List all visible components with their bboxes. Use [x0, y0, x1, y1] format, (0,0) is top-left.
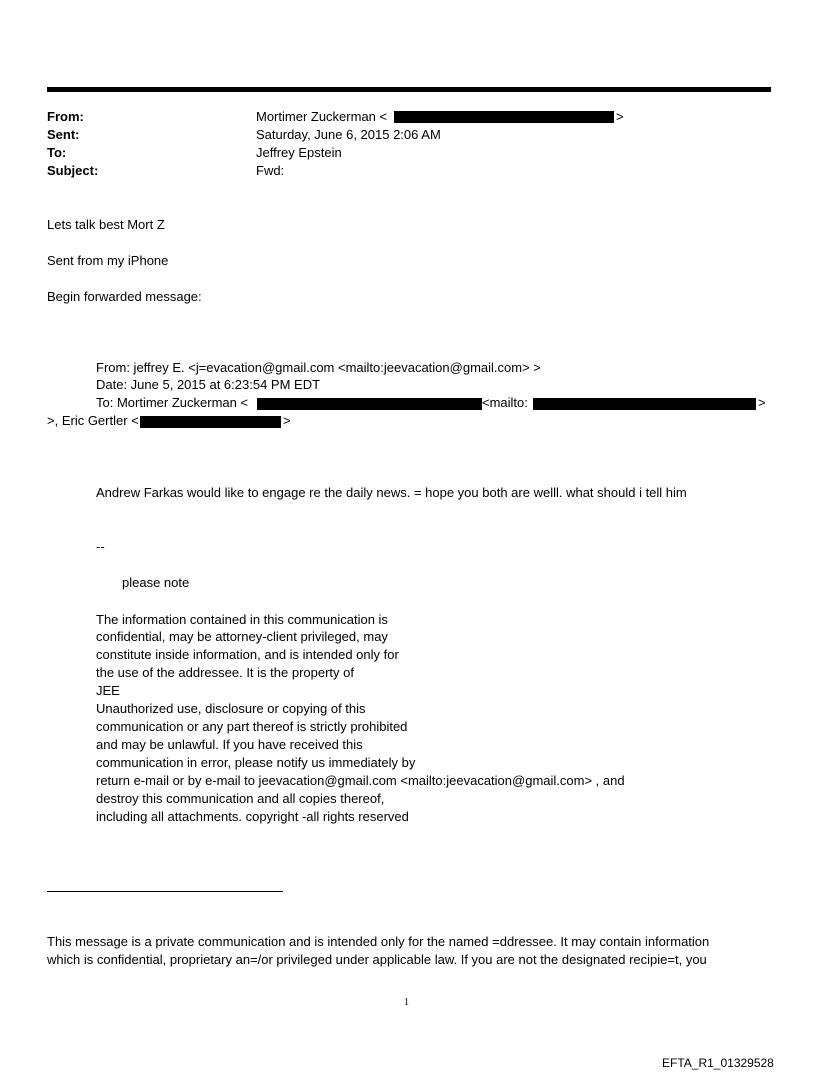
from-label: From:: [47, 109, 84, 124]
fwd-date: Date: June 5, 2015 at 6:23:54 PM EDT: [96, 377, 321, 392]
disclaimer-line: the use of the addressee. It is the property of: [96, 665, 354, 680]
disclaimer-line: destroy this communication and all copies thereof,: [96, 791, 385, 806]
subject-value: Fwd:: [256, 163, 285, 178]
fwd-message: Andrew Farkas would like to engage re the daily news. = hope you both are welll. what should i tell him: [96, 485, 687, 500]
fwd-to-mailto: <mailto:: [482, 395, 528, 410]
header-rule: [47, 87, 771, 92]
from-value: Mortimer Zuckerman <: [256, 109, 388, 124]
fwd-to-close: >: [758, 395, 766, 410]
sent-label: Sent:: [47, 127, 80, 142]
footer-separator: [47, 891, 283, 892]
fwd-from: From: jeffrey E. <j=evacation@gmail.com <mailto:jeevacation@gmail.com> >: [96, 360, 541, 375]
bates-number: EFTA_R1_01329528: [662, 1056, 774, 1070]
body-line-2: Sent from my iPhone: [47, 253, 169, 268]
fwd-cc-close: >: [283, 413, 291, 428]
redaction-block: [257, 398, 482, 410]
disclaimer-line: communication in error, please notify us immediately by: [96, 755, 416, 770]
disclaimer-line: and may be unlawful. If you have received this: [96, 737, 363, 752]
disclaimer-line: confidential, may be attorney-client privileged, may: [96, 629, 388, 644]
fwd-cc-prefix: >, Eric Gertler <: [47, 413, 139, 428]
footer-line-1: This message is a private communication and is intended only for the named =ddressee. It may contain information: [47, 934, 710, 949]
disclaimer-line: including all attachments. copyright -all rights reserved: [96, 809, 409, 824]
page-number: 1: [404, 997, 409, 1008]
disclaimer-line: Unauthorized use, disclosure or copying of this: [96, 701, 366, 716]
fwd-dashes: --: [96, 539, 105, 554]
to-value: Jeffrey Epstein: [256, 145, 342, 160]
to-label: To:: [47, 145, 67, 160]
redaction-block: [394, 111, 614, 123]
disclaimer-line: communication or any part thereof is strictly prohibited: [96, 719, 408, 734]
disclaimer-line: JEE: [96, 683, 120, 698]
fwd-note: please note: [122, 575, 190, 590]
redaction-block: [140, 416, 281, 428]
disclaimer-line: return e-mail or by e-mail to jeevacation@gmail.com <mailto:jeevacation@gmail.com> , and: [96, 773, 625, 788]
disclaimer-line: The information contained in this communication is: [96, 612, 388, 627]
body-line-3: Begin forwarded message:: [47, 289, 202, 304]
subject-label: Subject:: [47, 163, 99, 178]
fwd-to-prefix: To: Mortimer Zuckerman <: [96, 395, 249, 410]
disclaimer-line: constitute inside information, and is intended only for: [96, 647, 399, 662]
body-line-1: Lets talk best Mort Z: [47, 217, 165, 232]
footer-line-2: which is confidential, proprietary an=/or privileged under applicable law. If you are not the designated recipie=t, you: [47, 952, 707, 967]
sent-value: Saturday, June 6, 2015 2:06 AM: [256, 127, 441, 142]
redaction-block: [533, 398, 756, 410]
from-close: >: [616, 109, 624, 124]
